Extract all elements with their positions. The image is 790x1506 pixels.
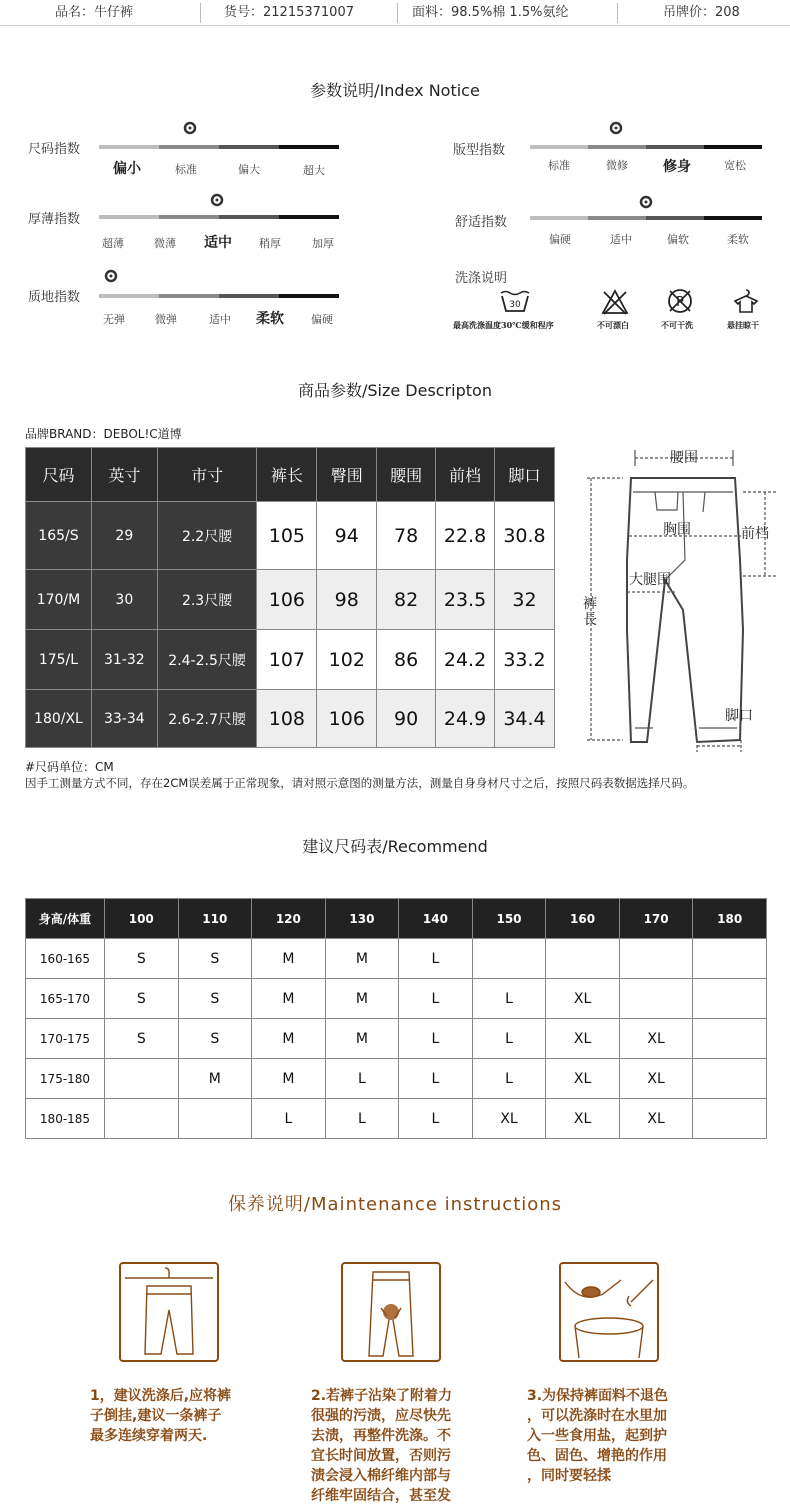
- table-row: [26, 1099, 767, 1139]
- table-cell: 175-180: [26, 1059, 105, 1099]
- table-header: 英寸: [91, 448, 157, 502]
- tip-line: 1，建议洗涤后,应将裤: [90, 1388, 232, 1404]
- table-cell: S: [178, 939, 252, 979]
- thickness-option: 加厚: [312, 237, 334, 250]
- comfort-index-scale: [530, 216, 762, 220]
- table-cell: 34.4: [495, 690, 555, 748]
- tip-line: 2.若裤子沾染了附着力: [311, 1388, 453, 1404]
- pants-measurement-diagram: [565, 440, 787, 755]
- table-cell: 2.6-2.7尺腰: [157, 690, 257, 748]
- table-cell: [619, 939, 693, 979]
- table-cell: 24.9: [436, 690, 495, 748]
- table-cell: [693, 1059, 767, 1099]
- table-cell: S: [105, 939, 179, 979]
- table-cell: L: [472, 1019, 546, 1059]
- thickness-index-label: 厚薄指数: [28, 212, 81, 227]
- table-cell: 33-34: [91, 690, 157, 748]
- maintenance-tip-3: [527, 1386, 717, 1486]
- tip-line: 3.为保持裤面料不退色: [527, 1388, 669, 1404]
- size-option: 偏大: [238, 163, 260, 176]
- table-cell: 102: [317, 630, 377, 690]
- location-pin-icon: [183, 121, 197, 135]
- table-cell: 32: [495, 570, 555, 630]
- size-option: 超大: [303, 164, 325, 177]
- table-cell: M: [252, 979, 326, 1019]
- salt-water-illustration: [559, 1262, 659, 1362]
- table-cell: 160-165: [26, 939, 105, 979]
- table-cell: M: [325, 939, 399, 979]
- section-title-recommend: 建议尺码表/Recommend: [302, 837, 488, 856]
- fit-option: 微修: [606, 159, 628, 172]
- table-cell: XL: [619, 1059, 693, 1099]
- thickness-option: 稍厚: [259, 237, 281, 250]
- table-cell: 78: [377, 502, 436, 570]
- table-cell: XL: [472, 1099, 546, 1139]
- table-header: 前档: [436, 448, 495, 502]
- table-cell: 30.8: [495, 502, 555, 570]
- table-cell: 180/XL: [26, 690, 92, 748]
- measure-note: 因手工测量方式不同，存在2CM误差属于正常现象，请对照示意图的测量方法，测量自身身材尺寸之后，按照尺码表数据选择尺码。: [25, 776, 695, 790]
- table-header: 170: [619, 899, 693, 939]
- table-row: [26, 502, 555, 570]
- table-cell: 165-170: [26, 979, 105, 1019]
- texture-option: 偏硬: [311, 313, 333, 326]
- comfort-option: 柔软: [727, 233, 749, 246]
- table-cell: [693, 1099, 767, 1139]
- table-cell: [619, 979, 693, 1019]
- wash-30-icon: [498, 287, 532, 315]
- table-header: 130: [325, 899, 399, 939]
- table-cell: 94: [317, 502, 377, 570]
- tip-line: 子倒挂,建议一条裤子: [90, 1408, 222, 1424]
- table-header-row: [26, 899, 767, 939]
- table-header: 160: [546, 899, 620, 939]
- table-cell: XL: [619, 1019, 693, 1059]
- table-cell: 22.8: [436, 502, 495, 570]
- table-cell: 106: [257, 570, 317, 630]
- table-cell: 165/S: [26, 502, 92, 570]
- divider: [200, 3, 201, 23]
- table-row: [26, 979, 767, 1019]
- table-cell: M: [178, 1059, 252, 1099]
- item-number: 货号：21215371007: [224, 5, 354, 20]
- table-row: [26, 570, 555, 630]
- tip-line: 最多连续穿着两天.: [90, 1428, 208, 1444]
- comfort-option: 适中: [610, 233, 632, 246]
- table-cell: L: [325, 1099, 399, 1139]
- table-cell: XL: [546, 1019, 620, 1059]
- maintenance-tip-1: [90, 1386, 280, 1446]
- table-row: [26, 630, 555, 690]
- table-cell: XL: [546, 1059, 620, 1099]
- table-cell: [693, 939, 767, 979]
- maintenance-tip-2: [311, 1386, 501, 1506]
- table-cell: M: [252, 1059, 326, 1099]
- table-cell: [178, 1099, 252, 1139]
- table-header: 150: [472, 899, 546, 939]
- table-row: [26, 1059, 767, 1099]
- unit-note: #尺码单位：CM: [25, 760, 114, 774]
- table-cell: 108: [257, 690, 317, 748]
- table-cell: 175/L: [26, 630, 92, 690]
- table-cell: XL: [546, 1099, 620, 1139]
- table-cell: S: [105, 1019, 179, 1059]
- table-cell: 180-185: [26, 1099, 105, 1139]
- wash-instruction: 悬挂晾干: [727, 320, 759, 330]
- divider: [397, 3, 398, 23]
- table-cell: [693, 1019, 767, 1059]
- table-cell: 33.2: [495, 630, 555, 690]
- thickness-option: 超薄: [102, 237, 124, 250]
- table-header: 市寸: [157, 448, 257, 502]
- table-cell: L: [472, 979, 546, 1019]
- thickness-option: 适中: [204, 235, 232, 251]
- table-cell: M: [325, 979, 399, 1019]
- wash-label: 洗涤说明: [455, 271, 508, 286]
- table-header: 110: [178, 899, 252, 939]
- table-cell: 2.3尺腰: [157, 570, 257, 630]
- tip-line: ，可以洗涤时在水里加: [527, 1408, 667, 1424]
- table-header: 腰围: [377, 448, 436, 502]
- section-title-size-description: 商品参数/Size Descripton: [297, 381, 492, 400]
- tag-price: 吊牌价：208: [663, 5, 740, 20]
- wash-instruction: 不可漂白: [597, 320, 629, 330]
- table-cell: 98: [317, 570, 377, 630]
- stain-pants-illustration: [341, 1262, 441, 1362]
- product-name: 品名：牛仔裤: [55, 5, 134, 20]
- texture-option: 适中: [209, 313, 231, 326]
- table-cell: 82: [377, 570, 436, 630]
- texture-option: 微弹: [155, 313, 177, 326]
- svg-text:脚口: 脚口: [725, 708, 753, 724]
- table-header: 120: [252, 899, 326, 939]
- location-pin-icon: [210, 193, 224, 207]
- fit-option: 标准: [548, 159, 570, 172]
- table-cell: 24.2: [436, 630, 495, 690]
- brand-label: 品牌BRAND：DEBOL!C道博: [25, 427, 182, 441]
- tip-line: 纤维牢固结合，甚至发: [311, 1488, 451, 1504]
- table-cell: 170/M: [26, 570, 92, 630]
- svg-text:30: 30: [509, 300, 521, 310]
- tip-line: 很强的污渍，应尽快先: [311, 1408, 451, 1424]
- fit-index-label: 版型指数: [453, 143, 506, 158]
- table-cell: L: [399, 1099, 473, 1139]
- hang-pants-illustration: [119, 1262, 219, 1362]
- table-header: 尺码: [26, 448, 92, 502]
- no-dry-clean-icon: [666, 287, 694, 315]
- table-cell: 107: [257, 630, 317, 690]
- tip-line: 宜长时间放置，否则污: [311, 1448, 451, 1464]
- location-pin-icon: [639, 195, 653, 209]
- svg-text:腰围: 腰围: [670, 450, 698, 466]
- table-cell: S: [178, 979, 252, 1019]
- table-cell: 90: [377, 690, 436, 748]
- table-header: 180: [693, 899, 767, 939]
- table-cell: L: [399, 1059, 473, 1099]
- table-cell: M: [252, 1019, 326, 1059]
- size-index-scale: [99, 145, 339, 149]
- size-index-label: 尺码指数: [28, 142, 81, 157]
- table-cell: [105, 1099, 179, 1139]
- table-cell: [472, 939, 546, 979]
- texture-option: 柔软: [256, 311, 284, 327]
- table-header: 100: [105, 899, 179, 939]
- size-option: 偏小: [113, 161, 141, 177]
- thickness-option: 微薄: [154, 237, 176, 250]
- table-cell: M: [325, 1019, 399, 1059]
- table-cell: L: [399, 1019, 473, 1059]
- table-cell: 170-175: [26, 1019, 105, 1059]
- table-header: 身高/体重: [26, 899, 105, 939]
- table-header: 脚口: [495, 448, 555, 502]
- tip-line: 色、固色、增艳的作用: [527, 1448, 667, 1464]
- table-cell: XL: [546, 979, 620, 1019]
- fabric-info: 面料：98.5%棉 1.5%氨纶: [412, 5, 569, 20]
- divider: [617, 3, 618, 23]
- table-cell: L: [399, 979, 473, 1019]
- tip-line: ，同时要轻揉: [527, 1468, 611, 1484]
- svg-text:裤: 裤: [583, 596, 597, 612]
- texture-index-label: 质地指数: [28, 290, 81, 305]
- comfort-option: 偏软: [667, 233, 689, 246]
- table-cell: XL: [619, 1099, 693, 1139]
- hang-dry-icon: [732, 288, 760, 314]
- size-option: 标准: [175, 163, 197, 176]
- table-cell: 2.2尺腰: [157, 502, 257, 570]
- table-cell: [105, 1059, 179, 1099]
- table-cell: L: [399, 939, 473, 979]
- texture-index-scale: [99, 294, 339, 298]
- tip-line: 渍会浸入棉纤维内部与: [311, 1468, 451, 1484]
- table-cell: [546, 939, 620, 979]
- svg-text:大腿围: 大腿围: [629, 572, 671, 588]
- section-title-index-notice: 参数说明/Index Notice: [310, 81, 480, 100]
- table-header: 臀围: [317, 448, 377, 502]
- table-cell: L: [252, 1099, 326, 1139]
- table-cell: 23.5: [436, 570, 495, 630]
- section-title-maintenance: 保养说明/Maintenance instructions: [227, 1194, 563, 1215]
- comfort-index-label: 舒适指数: [455, 215, 508, 230]
- table-row: [26, 1019, 767, 1059]
- wash-instruction: 不可干洗: [661, 320, 693, 330]
- table-header: 裤长: [257, 448, 317, 502]
- table-row: [26, 939, 767, 979]
- table-cell: 106: [317, 690, 377, 748]
- table-row: [26, 690, 555, 748]
- fit-option: 修身: [663, 159, 691, 175]
- table-cell: 86: [377, 630, 436, 690]
- tip-line: 去渍，再整件洗涤。不: [311, 1428, 451, 1444]
- table-cell: L: [325, 1059, 399, 1099]
- table-cell: 105: [257, 502, 317, 570]
- table-header-row: [26, 448, 555, 502]
- svg-text:胸围: 胸围: [663, 522, 691, 538]
- texture-option: 无弹: [103, 313, 125, 326]
- fit-option: 宽松: [724, 159, 746, 172]
- fit-index-scale: [530, 145, 762, 149]
- table-cell: L: [472, 1059, 546, 1099]
- table-cell: M: [252, 939, 326, 979]
- table-cell: 2.4-2.5尺腰: [157, 630, 257, 690]
- location-pin-icon: [609, 121, 623, 135]
- wash-instruction: 最高洗涤温度30℃缓和程序: [453, 320, 554, 330]
- table-cell: S: [178, 1019, 252, 1059]
- recommend-table: [25, 898, 767, 1139]
- size-table: [25, 447, 555, 748]
- svg-text:P: P: [676, 295, 684, 310]
- location-pin-icon: [104, 269, 118, 283]
- comfort-option: 偏硬: [549, 233, 571, 246]
- table-cell: 30: [91, 570, 157, 630]
- table-cell: 31-32: [91, 630, 157, 690]
- thickness-index-scale: [99, 215, 339, 219]
- table-cell: 29: [91, 502, 157, 570]
- svg-text:前档: 前档: [741, 526, 769, 542]
- product-info-bar: [0, 0, 790, 26]
- no-bleach-icon: [601, 289, 629, 315]
- table-cell: S: [105, 979, 179, 1019]
- tip-line: 入一些食用盐，起到护: [527, 1428, 667, 1444]
- table-cell: [693, 979, 767, 1019]
- svg-text:長: 長: [583, 612, 597, 628]
- table-header: 140: [399, 899, 473, 939]
